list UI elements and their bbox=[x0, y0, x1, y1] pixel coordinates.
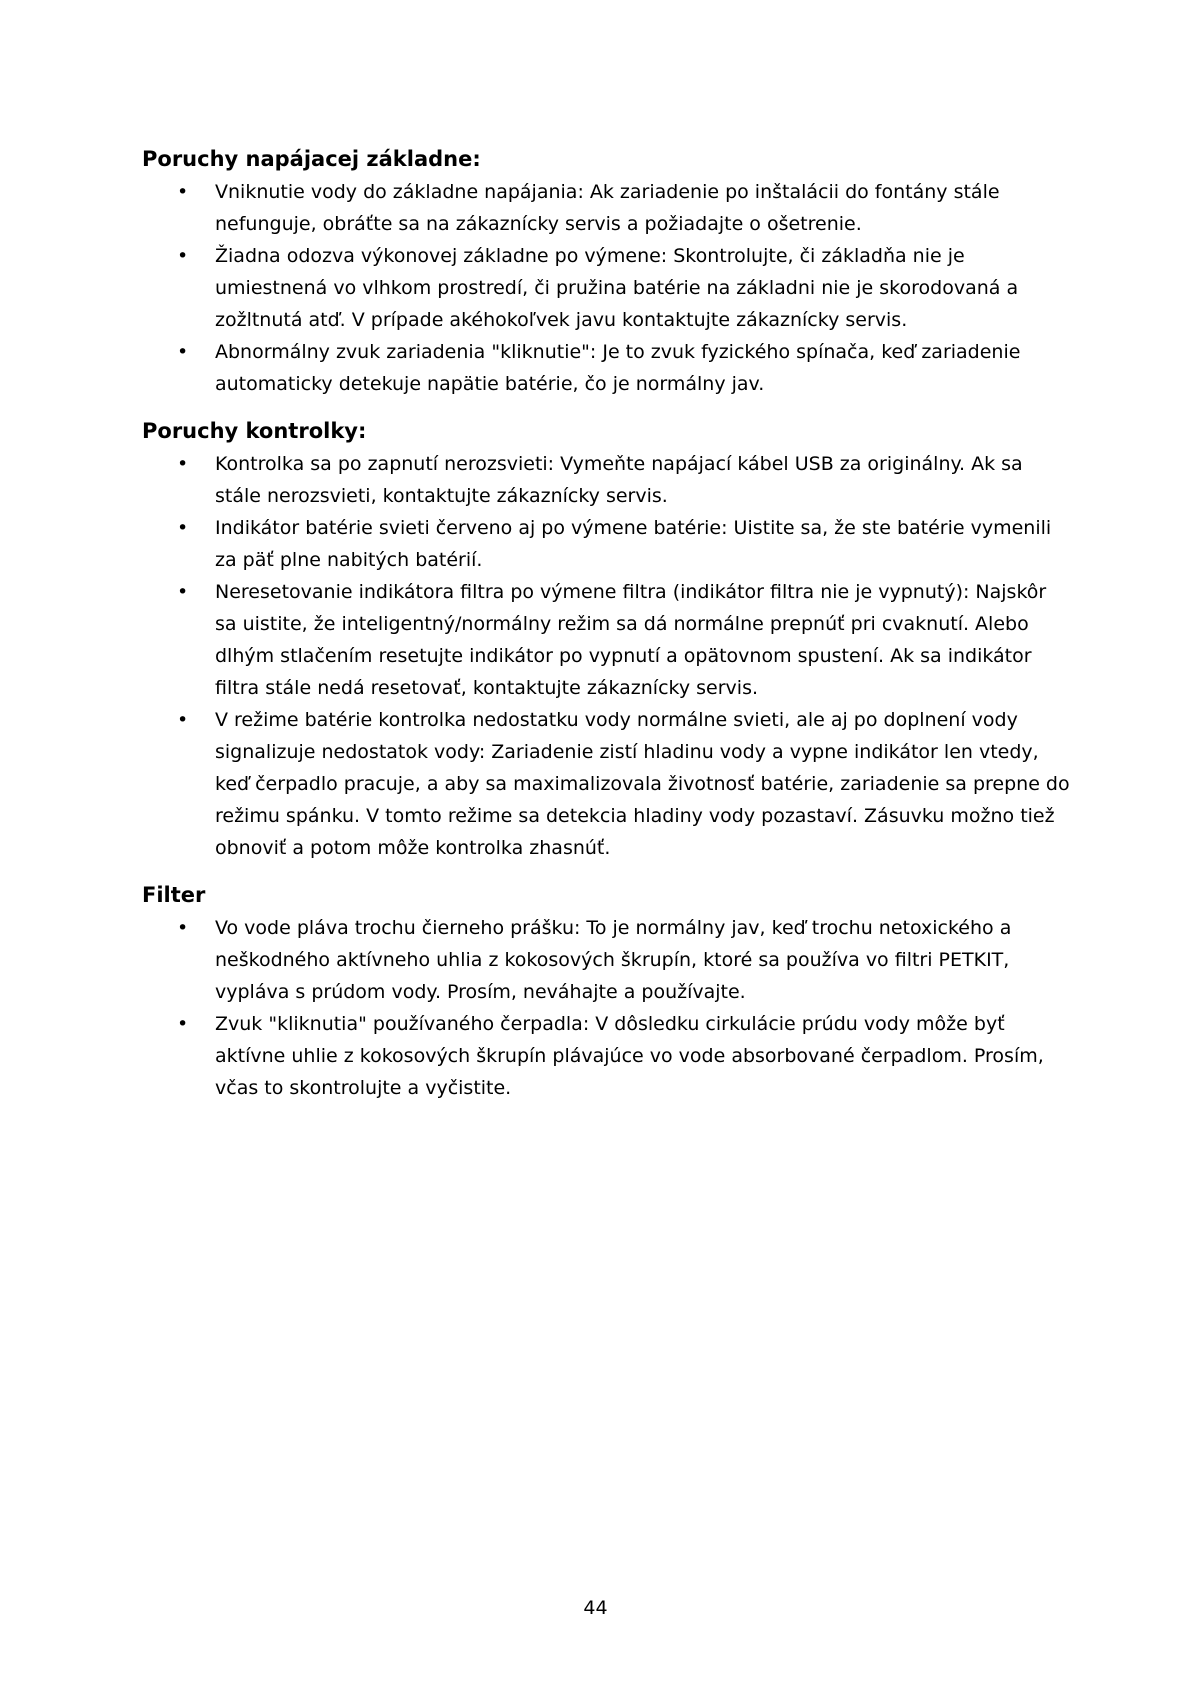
list-item-text: Abnormálny zvuk zariadenia "kliknutie": Je to zvuk fyzického spínača, keď zariadenie automaticky detekuje napätie batérie, čo je normálny jav. bbox=[215, 341, 1021, 395]
bullet-icon: • bbox=[177, 581, 189, 603]
list-item-text: Vo vode pláva trochu čierneho prášku: To je normálny jav, keď trochu netoxického a neškodného aktívneho uhlia z kokosových škrupín, ktoré sa používa vo filtri PETKIT, vypláva s prúdom vody. Prosím, neváhajte a používajte. bbox=[215, 917, 1012, 1003]
page-number: 44 bbox=[583, 1597, 608, 1619]
bullet-icon: • bbox=[177, 245, 189, 267]
bullet-icon: • bbox=[177, 181, 189, 203]
list-item bbox=[142, 512, 1072, 576]
section-filter bbox=[142, 878, 1072, 1104]
list-item bbox=[142, 1008, 1072, 1104]
bullet-list bbox=[142, 448, 1072, 864]
bullet-list bbox=[142, 176, 1072, 400]
list-item-text: Vniknutie vody do základne napájania: Ak zariadenie po inštalácii do fontány stále nefunguje, obráťte sa na zákaznícky servis a požiadajte o ošetrenie. bbox=[215, 181, 1000, 235]
bullet-icon: • bbox=[177, 709, 189, 731]
list-item bbox=[142, 704, 1072, 864]
section-power-base bbox=[142, 142, 1072, 400]
bullet-icon: • bbox=[177, 517, 189, 539]
bullet-icon: • bbox=[177, 453, 189, 475]
list-item bbox=[142, 176, 1072, 240]
bullet-list bbox=[142, 912, 1072, 1104]
bullet-icon: • bbox=[177, 341, 189, 363]
list-item bbox=[142, 336, 1072, 400]
list-item-text: Zvuk "kliknutia" používaného čerpadla: V dôsledku cirkulácie prúdu vody môže byť aktívne uhlie z kokosových škrupín plávajúce vo vode absorbované čerpadlom. Prosím, včas to skontrolujte a vyčistite. bbox=[215, 1013, 1044, 1099]
list-item-text: Indikátor batérie svieti červeno aj po výmene batérie: Uistite sa, že ste batérie vymenili za päť plne nabitých batérií. bbox=[215, 517, 1052, 571]
list-item bbox=[142, 240, 1072, 336]
list-item-text: Žiadna odozva výkonovej základne po výmene: Skontrolujte, či základňa nie je umiestnená vo vlhkom prostredí, či pružina batérie na základni nie je skorodovaná a zožltnutá atď. V prípade akéhokoľvek javu kontaktujte zákaznícky servis. bbox=[215, 245, 1019, 331]
document-body bbox=[142, 142, 1072, 1118]
section-heading: Filter bbox=[142, 883, 206, 907]
list-item bbox=[142, 448, 1072, 512]
section-heading: Poruchy napájacej základne: bbox=[142, 147, 481, 171]
section-indicator bbox=[142, 414, 1072, 864]
list-item-text: Kontrolka sa po zapnutí nerozsvieti: Vymeňte napájací kábel USB za originálny. Ak sa stále nerozsvieti, kontaktujte zákaznícky servis. bbox=[215, 453, 1023, 507]
bullet-icon: • bbox=[177, 1013, 189, 1035]
list-item bbox=[142, 576, 1072, 704]
list-item-text: Neresetovanie indikátora filtra po výmene filtra (indikátor filtra nie je vypnutý): Najskôr sa uistite, že inteligentný/normálny režim sa dá normálne prepnúť pri cvaknutí. Alebo dlhým stlačením resetujte indikátor po vypnutí a opätovnom spustení. Ak sa indikátor filtra stále nedá resetovať, kontaktujte zákaznícky servis. bbox=[215, 581, 1047, 699]
list-item-text: V režime batérie kontrolka nedostatku vody normálne svieti, ale aj po doplnení vody signalizuje nedostatok vody: Zariadenie zistí hladinu vody a vypne indikátor len vtedy, keď čerpadlo pracuje, a aby sa maximalizovala životnosť batérie, zariadenie sa prepne do režimu spánku. V tomto režime sa detekcia hladiny vody pozastaví. Zásuvku možno tiež obnoviť a potom môže kontrolka zhasnúť. bbox=[215, 709, 1070, 859]
bullet-icon: • bbox=[177, 917, 189, 939]
section-heading: Poruchy kontrolky: bbox=[142, 419, 367, 443]
list-item bbox=[142, 912, 1072, 1008]
